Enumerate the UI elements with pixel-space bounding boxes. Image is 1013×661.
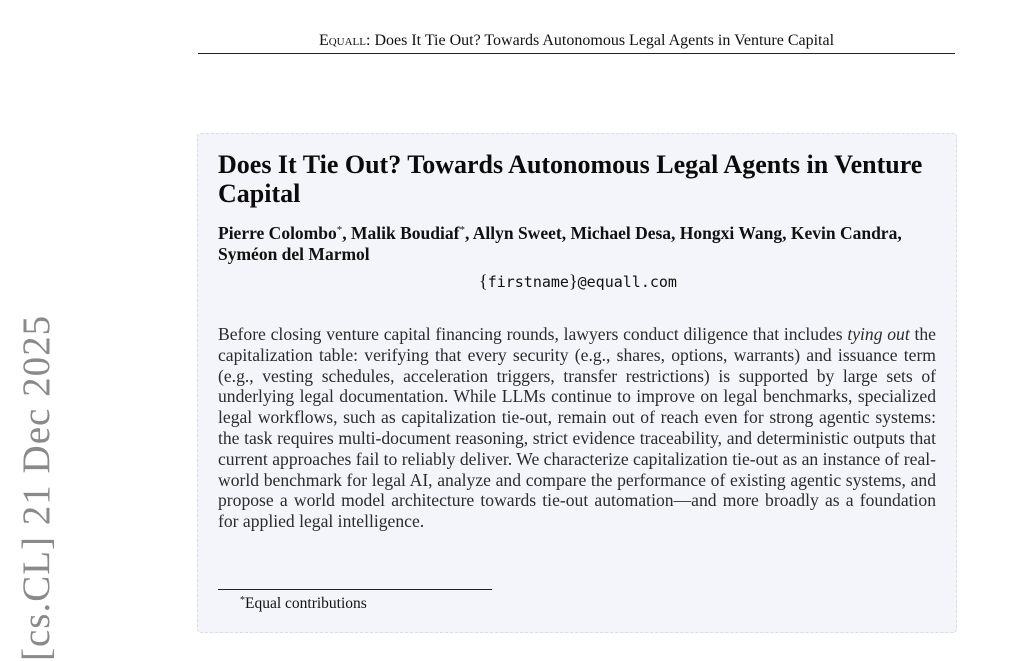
author-mark: * [336, 224, 343, 236]
author [218, 223, 342, 243]
running-header-title: : Does It Tie Out? Towards Autonomous Legal Agents in Venture Capital [366, 32, 835, 49]
arxiv-sidebar-stamp: [cs.CL] 21 Dec 2025 [15, 314, 58, 661]
author-list: Pierre Colombo*, Malik Boudiaf*, Allyn Sweet, Michael Desa, Hongxi Wang, Kevin Candra, Syméon del Marmol [218, 223, 902, 264]
author [351, 223, 465, 243]
footnote-rule [218, 589, 492, 590]
email-user: firstname [487, 273, 569, 291]
footnote-text: Equal contributions [245, 595, 367, 612]
running-header-venue: Equall [318, 32, 366, 49]
author-name: Pierre Colombo [218, 223, 337, 243]
running-header [198, 30, 955, 54]
email-domain: @equall.com [577, 273, 677, 291]
abstract-text [218, 324, 936, 532]
author-email [218, 271, 938, 292]
author-name: Syméon del Marmol [218, 244, 370, 264]
author [791, 223, 897, 243]
author [218, 244, 370, 264]
author-name: Allyn Sweet [472, 223, 562, 243]
author-name: Hongxi Wang [679, 223, 783, 243]
author [680, 223, 782, 243]
author-mark: * [459, 224, 465, 236]
author-name: Michael Desa [570, 223, 672, 243]
author-name: Malik Boudiaf [351, 223, 460, 243]
author-name: Kevin Candra [790, 223, 898, 243]
abstract-part-2: the capitalization table: verifying that every security (e.g., shares, options, warrants) and issuance term (e.g., vesting schedules, acceleration triggers, transfer restrictions) is supported by large sets of underlying legal documentation. While LLMs continue to improve on legal benchmarks, specialized legal workflows, such as capitalization tie-out, remain out of reach even for strong agentic systems: the task requires multi-document reasoning, strict evidence traceability, and deterministic outputs that current approaches fail to reliably deliver. We characterize capitalization tie-out as an instance of real-world benchmark for legal AI, analyze and compare the performance of existing agentic systems, and propose a world model architecture towards tie-out automation—and more broadly as a foundation for applied legal intelligence. [218, 324, 936, 532]
email-close-brace: } [568, 271, 578, 291]
author [473, 223, 562, 243]
abstract-part-1: Before closing venture capital financing rounds, lawyers conduct diligence that includes [218, 324, 848, 344]
footnote [240, 591, 367, 614]
author [570, 223, 671, 243]
footnote-mark: * [240, 595, 245, 606]
paper-title: Does It Tie Out? Towards Autonomous Legal Agents in Venture Capital [218, 150, 923, 208]
email-open-brace: { [479, 271, 488, 291]
abstract-emphasis: tying out [847, 324, 910, 344]
